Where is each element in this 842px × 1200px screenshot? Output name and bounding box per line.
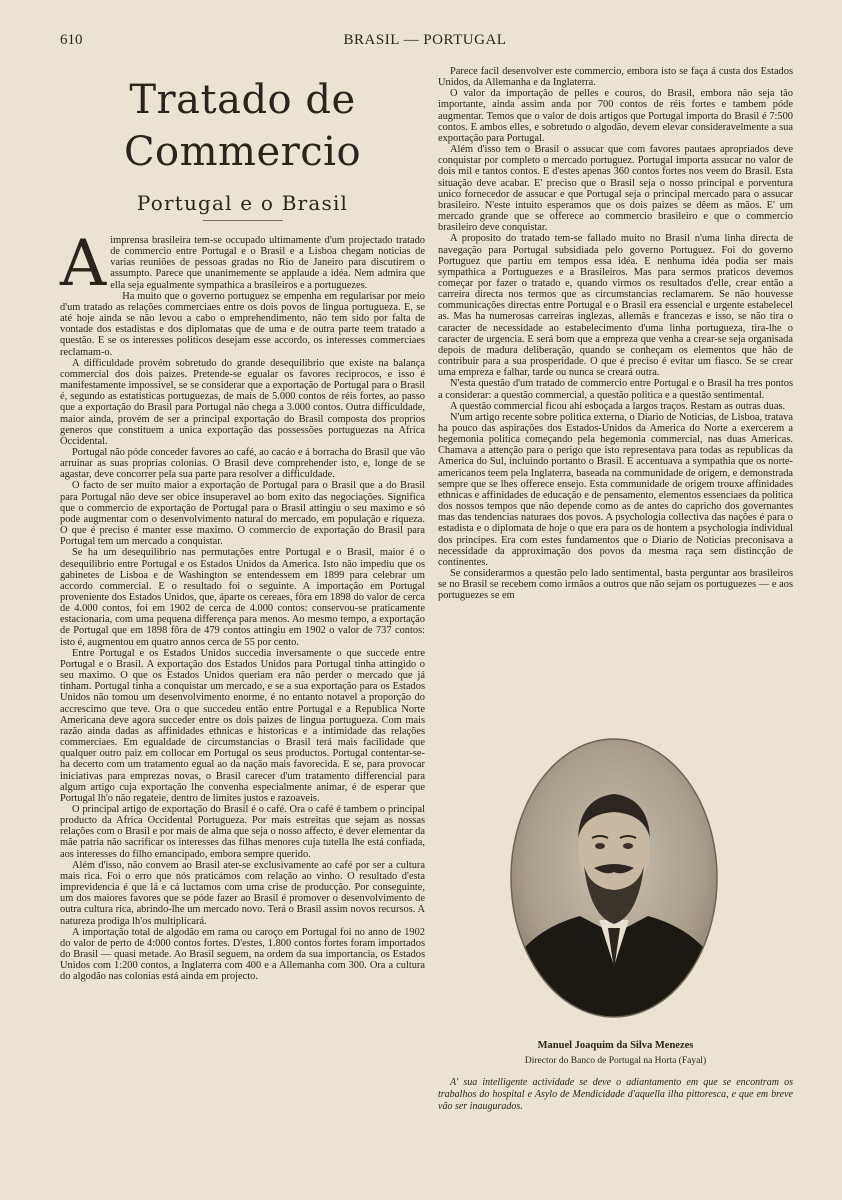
article-paragraph: A questão commercial ficou ahi esboçada a largos traços. Restam as outras duas. xyxy=(450,400,786,412)
page-number: 610 xyxy=(60,32,83,48)
right-column xyxy=(438,66,793,602)
portrait-role: Director do Banco de Portugal na Horta (Fayal) xyxy=(524,1056,707,1066)
article-paragraph: O facto de ser muito maior a exportação de Portugal para o Brasil que a do Brasil para Portugal não deve ser obice insuperavel ao bom exito das negociações. Significa que o commercio de exportação de Portugal para o Brasil attingiu o seu maximo e só pode augmentar com o desenvolvimento natural do mercado, em população e riqueza. O que é preciso é manter esse maximo. O commercio de exportação do Brasil para Portugal tem um mercado a conquistar. xyxy=(60,480,425,548)
article-paragraph: A difficuldade provém sobretudo do grande desequilibrio que existe na balança commercial dos dois paizes. Pretende-se egualar os favores reciprocos, e isso é manifestamente impossivel, se se considerar que a exportação de Portugal para o Brasil é, segundo as estatisticas portuguezas, de mais de 5.000 contos de réis fortes, ao passo que a exportação do Brasil para Portugal não chega a 3.000 contos. Outra difficuldade, maior ainda, provém de ser a principal exportação do Brasil composta dos proprios generos que constituem a unica exportação das possessões portuguezas na Africa Occidental. xyxy=(60,357,425,447)
drop-cap: A xyxy=(60,227,107,301)
portrait-note: A' sua intelligente actividade se deve o adiantamento em que se encontram os trabalhos do hospital e Asylo de Mendicidade d'aquella ilha pittoresca, e que em breve vão ser inaugurados. xyxy=(438,1077,793,1112)
article-paragraph: A importação total de algodão em rama ou caroço em Portugal foi no anno de 1902 do valor de perto de 4:000 contos fortes. D'estes, 1.800 contos fortes foram importados do Brasil — quasi metade. Ao Brasil seguem, na ordem da sua importancia, os Estados Unidos com 1:200 contos, a Inglaterra com 400 e a Allemanha com 300. Ora a cultura do algodão nas colonias está ainda em projecto. xyxy=(60,926,425,983)
article-paragraph: Parece facil desenvolver este commercio, embora isto se faça á custa dos Estados Unidos, da Allemanha e da Inglaterra. xyxy=(438,66,793,89)
article-paragraph: Aimprensa brasileira tem-se occupado ultimamente d'um projectado tratado de commercio entre Portugal e o Brasil e a Lisboa chegam noticias de varias reuniões de pessoas gradas no Rio de Janeiro para discutirem o assumpto. Parece que unanimemente se applaude a idéa. Nem admira que ella seja egualmente sympathica a brasileiros e a portuguezes. xyxy=(60,227,425,301)
article-paragraph: N'esta questão d'um tratado de commercio entre Portugal e o Brasil ha tres pontos a considerar: a questão commercial, a questão politica e a questão sentimental. xyxy=(438,378,793,401)
article-paragraph: Ha muito que o governo portuguez se empenha em regularisar por meio d'um tratado as relações commerciaes entre os dois povos de lingua portugueza. E, se até hoje ainda se não levou a cabo o emprehendimento, não tem sido por falta de vontade dos estadistas e dos diplomatas que de uma e de outra parte teem tratado a questão. E se os interesses politicos desejam esse accordo, os interesses commerciaes reclamam-o. xyxy=(60,290,425,358)
article-paragraph: Entre Portugal e os Estados Unidos succedia inversamente o que succede entre Portugal e o Brasil. A exportação dos Estados Unidos para Portugal tinha attingido o seu maximo. O que os Estados Unidos queriam era não perder o mercado que já tinham. Portugal tinha a conquistar um mercado, e se a sua exportação para os Estados Unidos não tomou um desenvolvimento enorme, é no entanto notavel a proporção do accrescimo que teve. Ora o que succedeu então entre Portugal e a Republica Norte Americana deve agora succeder entre os dois paizes de lingua portugueza. Com mais razão ainda dadas as affinidades ethnicas e historicas e a intimidade das relações commerciaes. Em egualdade de circumstancias o Brasil terá mais facilidade que qualquer outro paiz em collocar em Portugal os seus productos. Portugal contentar-se-ha decerto com um tratamento egual ao da nação mais favorecida. E se, para provocar iniciativas para emprezas novas, o Brasil carecer d'um tratamento differencial para algum artigo cuja exportação lhe convenha especialmente animar, é de esperar que Portugal lh'o não regateie, dentro de limites justos e razoaveis. xyxy=(60,647,425,804)
left-column xyxy=(60,66,425,982)
portrait-name: Manuel Joaquim da Silva Menezes xyxy=(537,1040,694,1051)
article-paragraph: Se ha um desequilibrio nas permutações entre Portugal e o Brasil, maior é o desequilibrio entre Portugal e os Estados Unidos da America. Isto não impediu que os gabinetes de Lisboa e de Washington se entendessem em 1899 para celebrar um accordo commercial. E o resultado foi o seguinte. A importação em Portugal proveniente dos Estados Unidos, que, áparte os cereaes, fôra em 1898 do valor de cerca de 4.000 contos, foi em 1902 de cerca de 4.000 contos: conservou-se praticamente estacionaria, com uma pequena differença para menos. Ao mesmo tempo, a exportação de Portugal que em 1898 fôra de 479 contos attingiu em 1902 o valor de 737 contos: isto é, augmentou em quatro annos cerca de 55 por cento. xyxy=(60,547,425,648)
page-header xyxy=(60,32,790,52)
title-divider xyxy=(203,220,283,221)
running-title: BRASIL — PORTUGAL xyxy=(343,32,507,48)
article-title: Tratado de Commercio xyxy=(123,77,362,175)
article-paragraph: O valor da importação de pelles e couros, do Brasil, embora não seja tão importante, ainda assim anda por 700 contos de réis fortes e tambem póde augmentar. Temos que o valor de dois artigos que Portugal importa do Brasil é 7:500 contos. E ambos elles, e sobretudo o algodão, devem elevar consideravelmente a sua exportação para Portugal. xyxy=(438,88,793,144)
portrait-caption xyxy=(438,1040,793,1113)
article-paragraph: N'um artigo recente sobre politica externa, o Diario de Noticias, de Lisboa, tratava ha pouco das aspirações dos Estados-Unidos da America do Norte a exercerem a hegemonia politica começando pela hegemonia commercial, nas duas Americas. Chamava a attenção para o perigo que isto representava para todas as republicas da America do Sul, incluindo portanto o Brasil. E accentuava a sympathia que os norte-americanos teem pela Inglaterra, baseada na communidade de origem, e demonstrada sempre que se lhes offerece ensejo. Esta communidade de origem trouxe affinidades ethnicas e affinidades de educação e de pensamento, elementos essenciaes da politica dos nossos tempos que não depende como as de antes do capricho dos governantes mas das tendencias naturaes dos povos. A psychologia collectiva das nações é para o estadista e o diplomata de hoje o que era para os de hontem a psychologia individual dos principes. Era com estes fundamentos que o Diario de Noticias preconisava a necessidade da approximação dos povos da mesma raça sem distincção de continentes. xyxy=(438,411,793,568)
article-paragraph: Portugal não póde conceder favores ao café, ao cacáo e á borracha do Brasil que vão arruinar as suas proprias colonias. O Brasil deve comprehender isto, e, longe de se agastar, deve concorrer pela sua parte para resolver a difficuldade. xyxy=(60,446,425,481)
article-paragraph: A proposito do tratado tem-se fallado muito no Brasil n'uma linha directa de navegação para Portugal subsidiada pelo governo Portuguez. Foi do governo Portuguez que partiu em tempos essa idéa. E nenhuma idéa podia ser mais sympathica a Portuguezes e a Brasileiros. Mas para sermos praticos devemos começar por fazer o tratado e, quando virmos os resultados d'elle, crear então a carreira directa nos termos que as circumstancias reclamarem. Se não houvesse communicações directas entre Portugal e o Brasil era essencial e urgente estabelecel as. Mas ha numerosas carreiras inglezas, allemãs e francezas e isso, se não tira o caracter de necessidade ao estabelecimento d'uma linha portugueza, tira-lhe o caracter de urgencia. E será bom que a empreza que venha a crear-se seja organisada depois de madura deliberação, quando se conheçam os elementos que hão de contribuir para a sua prosperidade. O que é preciso é evitar um fiasco. Se se crear uma empreza e falhar, tarde ou nunca se creará outra. xyxy=(438,233,793,379)
article-paragraph: Além d'isso, não convem ao Brasil ater-se exclusivamente ao café por ser a cultura mais rica. Foi o erro que nós praticámos com relação ao vinho. O resultado d'esta imprevidencia é que lá e cá luctamos com uma crise de producção. Por conseguinte, um dos maiores favores que se póde fazer ao Brasil é promover o desenvolvimento de outra cultura rica, abrindo-lhe um mercado novo. Terá o Brasil assim novos recursos. A natureza prodiga lh'os multiplicará. xyxy=(60,859,425,927)
article-paragraph: O principal artigo de exportação do Brasil é o café. Ora o café é tambem o principal producto da Africa Occidental Portugueza. Por mais estreitas que sejam as nossas relações com o Brasil e por mais de alma que seja o nosso affecto, é dever elementar da mãe patria não sacrificar os interesses das filhas menores cuja tutella lhe está confiada, aos interesses do filho emancipado, embora sempre querido. xyxy=(60,803,425,860)
article-paragraph: Além d'isso tem o Brasil o assucar que com favores pautaes apropriados deve conquistar por completo o mercado portuguez. Portugal importa assucar no valor de dois mil e tantos contos. E d'estes apenas 360 contos fortes nos veem do Brasil. Esta situação deve acabar. E' preciso que o Brasil seja o nosso principal e porventura unico fornecedor de assucar e que Portugal seja o principal mercado para o assucar brasileiro. N'este intuito esperamos que os dois paizes se dêem as mãos. E' um mercado grande que se offerece ao commercio brasileiro e que o commercio brasileiro deve conquistar. xyxy=(438,144,793,234)
article-subtitle: Portugal e o Brasil xyxy=(136,191,349,215)
article-paragraph: Se considerarmos a questão pelo lado sentimental, basta perguntar aos brasileiros se no Brasil se recebem como irmãos a outros que não sejam os portuguezes — e aos portuguezes se em xyxy=(438,568,793,602)
portrait-photo xyxy=(510,738,718,1018)
